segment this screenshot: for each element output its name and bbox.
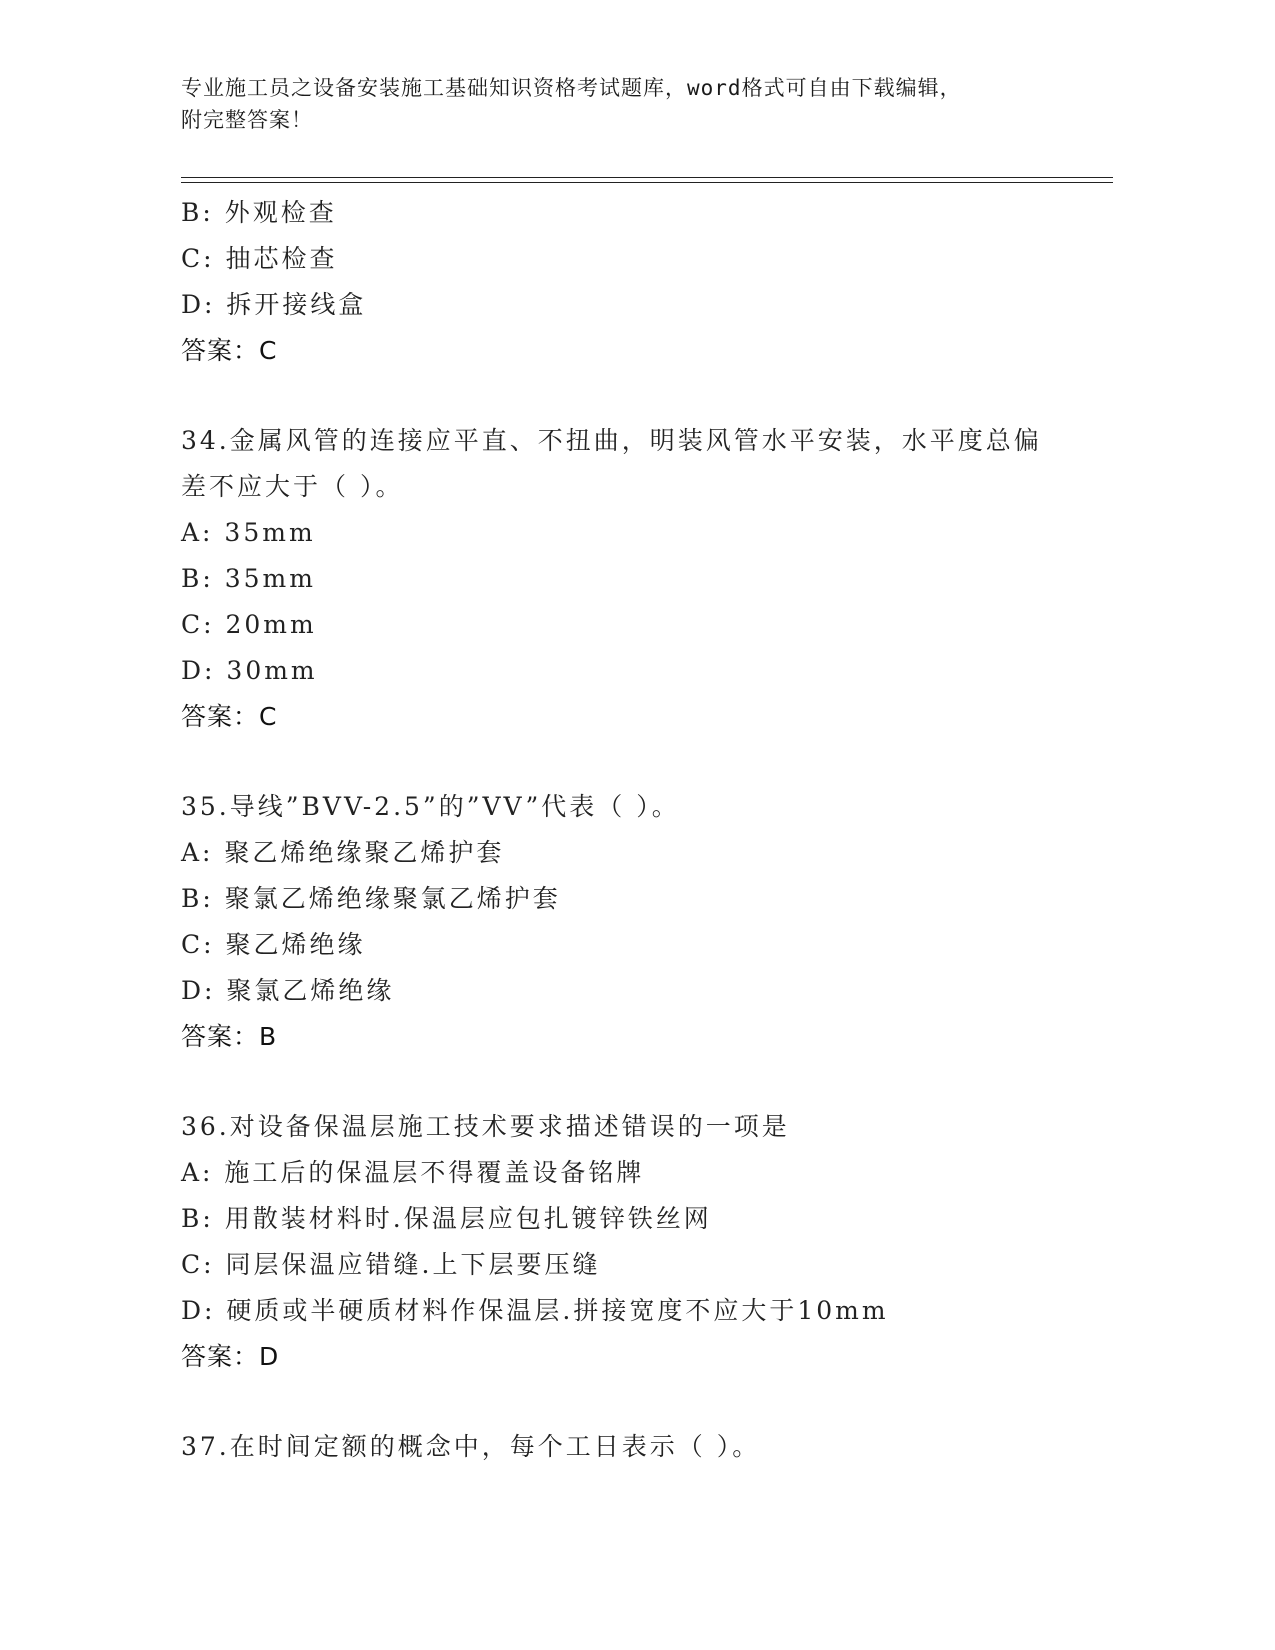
question-stem: 35.导线”BVV-2.5”的”VV”代表（ ）。: [181, 792, 680, 821]
option-c: C: 抽芯检查: [181, 244, 338, 273]
answer-line: 答案：C: [181, 336, 278, 365]
option-b: B: 聚氯乙烯绝缘聚氯乙烯护套: [181, 884, 561, 913]
header-line-1: 专业施工员之设备安装施工基础知识资格考试题库，word格式可自由下载编辑，: [181, 76, 962, 100]
option-d: D: 硬质或半硬质材料作保温层.拼接宽度不应大于10mm: [181, 1296, 889, 1325]
question-37: [181, 1424, 1101, 1470]
question-stem-line-1: 34.金属风管的连接应平直、不扭曲，明装风管水平安装，水平度总偏: [181, 426, 1042, 455]
option-c: C: 聚乙烯绝缘: [181, 930, 366, 959]
question-33: [181, 190, 1101, 374]
question-stem: 36.对设备保温层施工技术要求描述错误的一项是: [181, 1112, 790, 1141]
option-a: A: 聚乙烯绝缘聚乙烯护套: [181, 838, 505, 867]
option-d: D: 拆开接线盒: [181, 290, 367, 319]
header-divider-bottom: [181, 182, 1113, 183]
answer-line: 答案：C: [181, 702, 278, 731]
option-b: B: 用散装材料时.保温层应包扎镀锌铁丝网: [181, 1204, 712, 1233]
question-35: [181, 784, 1101, 1060]
header-line-2: 附完整答案！: [181, 108, 313, 132]
answer-line: 答案：B: [181, 1022, 278, 1051]
option-a: A: 35mm: [181, 518, 316, 547]
option-c: C: 20mm: [181, 610, 317, 639]
question-34: [181, 418, 1101, 740]
header-divider-top: [181, 177, 1113, 178]
option-c: C: 同层保温应错缝.上下层要压缝: [181, 1250, 601, 1279]
question-list: [181, 190, 1101, 1470]
option-d: D: 30mm: [181, 656, 318, 685]
option-b: B: 外观检查: [181, 198, 337, 227]
document-header: [181, 72, 1061, 136]
question-stem-line-2: 差不应大于（ ）。: [181, 472, 404, 501]
option-a: A: 施工后的保温层不得覆盖设备铭牌: [181, 1158, 645, 1187]
question-stem: 37.在时间定额的概念中，每个工日表示（ ）。: [181, 1432, 761, 1461]
answer-line: 答案：D: [181, 1342, 280, 1371]
question-36: [181, 1104, 1101, 1380]
option-d: D: 聚氯乙烯绝缘: [181, 976, 395, 1005]
option-b: B: 35mm: [181, 564, 316, 593]
